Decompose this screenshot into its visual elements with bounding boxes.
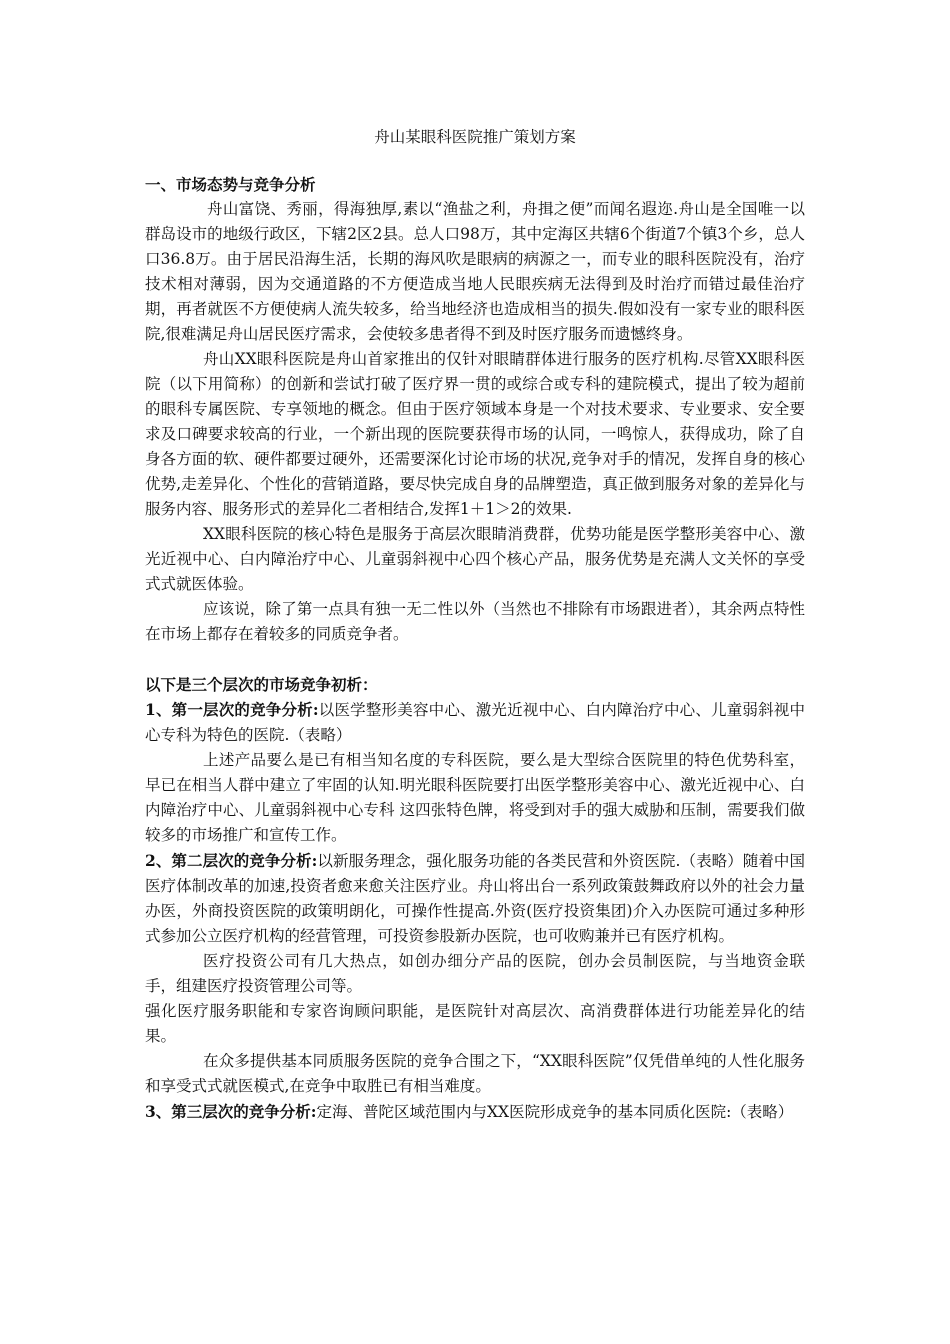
- section-heading-market: 一、市场态势与竞争分析: [145, 175, 316, 194]
- level-3-label: 3、第三层次的竞争分析:: [145, 1102, 317, 1121]
- paragraph-zhoushan-overview: 舟山富饶、秀丽，得海独厚,素以“渔盐之利，舟揖之便”而闻名遐迩.舟山是全国唯一以群岛设市的地级行政区，下辖2区2县。总人口98万，其中定海区共辖6个街道7个镇3个乡，总人口36.8万。由于居民沿海生活，长期的海风吹是眼病的病源之一，而专业的眼科医院没有，治疗技术相对薄弱，因为交通道路的不方便造成当地人民眼疾病无法得到及时治疗而错过最佳治疗期，再者就医不方便使病人流失较多，给当地经济也造成相当的损失.假如没有一家专业的眼科医院,很难满足舟山居民医疗需求，会使较多患者得不到及时医疗服务而遗憾终身。: [145, 200, 805, 343]
- paragraph-investment-hotspots: 医疗投资公司有几大热点，如创办细分产品的医院，创办会员制医院，与当地资金联手，组建医疗投资管理公司等。: [145, 952, 805, 995]
- spacer: [145, 647, 805, 672]
- level-1-text: 以医学整形美容中心、激光近视中心、白内障治疗中心、儿童弱斜视中心专科为特色的医院.（表略）: [145, 701, 805, 744]
- paragraph-hospital-intro: 舟山XX眼科医院是舟山首家推出的仅针对眼睛群体进行服务的医疗机构.尽管XX眼科医院（以下用简称）的创新和尝试打破了医疗界一贯的或综合或专科的建院模式，提出了较为超前的眼科专属医院、专享领地的概念。但由于医疗领域本身是一个对技术要求、专业要求、安全要求及口碑要求较高的行业，一个新出现的医院要获得市场的认同，一鸣惊人，获得成功，除了自身各方面的软、硬件都要过硬外，还需要深化讨论市场的状况,竞争对手的情况，发挥自身的核心优势,走差异化、个性化的营销道路，要尽快完成自身的品牌塑造，真正做到服务对象的差异化与服务内容、服务形式的差异化二者相结合,发挥1＋1＞2的效果.: [145, 350, 805, 518]
- competition-level-2: [145, 848, 805, 949]
- paragraph-competition-difficulty: 在众多提供基本同质服务医院的竞争合围之下，“XX眼科医院”仅凭借单纯的人性化服务和享受式式就医模式,在竞争中取胜已有相当难度。: [145, 1052, 805, 1095]
- document-title: 舟山某眼科医院推广策划方案: [374, 128, 576, 146]
- level-1-label: 1、第一层次的竞争分析:: [145, 700, 319, 719]
- paragraph-service-functions: 强化医疗服务职能和专家咨询顾问职能，是医院针对高层次、高消费群体进行功能差异化的结果。: [145, 1002, 805, 1045]
- paragraph-level-1-detail: 上述产品要么是已有相当知名度的专科医院，要么是大型综合医院里的特色优势科室，早已在相当人群中建立了牢固的认知.明光眼科医院要打出医学整形美容中心、激光近视中心、白内障治疗中心、儿童弱斜视中心专科 这四张特色牌，将受到对手的强大威胁和压制，需要我们做较多的市场推广和宣传工作。: [145, 751, 805, 844]
- level-3-text: 定海、普陀区域范围内与XX医院形成竞争的基本同质化医院:（表略）: [316, 1103, 794, 1121]
- section-heading-competition-levels: 以下是三个层次的市场竞争初析：: [145, 675, 378, 694]
- competition-level-3: [145, 1099, 805, 1125]
- document-body: [145, 172, 805, 1125]
- paragraph-competitors-note: 应该说，除了第一点具有独一无二性以外（当然也不排除有市场跟进者），其余两点特性在市场上都存在着较多的同质竞争者。: [145, 600, 805, 643]
- competition-level-1: [145, 697, 805, 748]
- paragraph-core-features: XX眼科医院的核心特色是服务于高层次眼睛消费群，优势功能是医学整形美容中心、激光近视中心、白内障治疗中心、儿童弱斜视中心四个核心产品，服务优势是充满人文关怀的享受式式就医体验。: [145, 525, 805, 593]
- level-2-label: 2、第二层次的竞争分析:: [145, 851, 318, 870]
- level-2-text: 以新服务理念，强化服务功能的各类民营和外资医院.（表略）随着中国医疗体制改革的加速,投资者愈来愈关注医疗业。舟山将出台一系列政策鼓舞政府以外的社会力量办医，外商投资医院的政策明朗化，可操作性提高.外资(医疗投资集团)介入办医院可通过多种形式参加公立医疗机构的经营管理，可投资参股新办医院，也可收购兼并已有医疗机构。: [145, 852, 805, 945]
